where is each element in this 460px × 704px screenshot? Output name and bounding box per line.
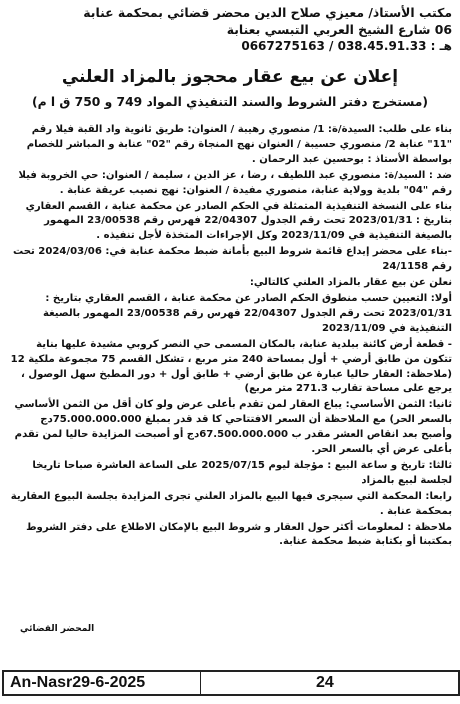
paragraph-against: ضد : السيد/ة: منصوري عبد اللطيف ، رضا ، عز الدين ، سليمة / العنوان: حي الخروبة فيلا رقم "04" بلدية وولاية عنابة، منصوري مفيدة / العنوان: نهج نصيب عريقة عنابة . [18, 169, 452, 196]
paragraph-price: ثانيا: الثمن الأساسي: يباع العقار لمن تقدم بأعلى عرض ولو كان أقل من الثمن الأساسي بالسعر الحر) مع الملاحظة أن السعر الافتتاحي كا قد قدر بمبلغ 75.000.000.000دج وأصبح بعد انقاص العشر مقدر ب 67.500.000.000دج أو أصبحت المزايدة حاليا لمن تقدم بأعلى عرض أي بالسعر الحر. [14, 399, 452, 456]
paragraph-property: - قطعة أرض كائنة ببلدية عنابة، بالمكان المسمى حي النصر كروبي مشيدة عليها بناية تتكون من طابق أرضي + أول بمساحة 240 متر مربع ، تشكل القسم 75 مجموعة ملكية 12 (ملاحظة: العقار حاليا عبارة عن طابق أرضي + طابق أول + دور المطبخ سهل الوصول ، يرجع على مساحة تقارب 271.3 متر مربع) [10, 338, 452, 395]
newspaper-source: An-Nasr29-6-2025 [10, 674, 146, 691]
paragraph-designation: أولا: التعيين حسب منطوق الحكم الصادر عن محكمة عنابة ، القسم العقاري بتاريخ : 2023/01/31 تحت رقم الجدول 22/04307 فهرس رقم 23/00538 المهمور بالصيغة التنفيذية في 2023/11/09 [42, 292, 452, 334]
notary-label: المحضر القضائي [20, 624, 95, 634]
newspaper-footer [2, 670, 460, 696]
office-header [8, 4, 452, 55]
paragraph-executive-copy: بناء على النسخة التنفيذية المتمثلة في الحكم الصادر عن محكمة عنابة ، القسم العقاري بتاريخ : 2023/01/31 تحت رقم الجدول 22/04307 فهرس رقم 23/00538 المهمور بالصيغة التنفيذية في 2023/11/09 وكل الإجراءات المتخذة لأجل تنفيذه . [25, 200, 452, 242]
announcement-page [8, 4, 452, 694]
paragraph-note: ملاحظة : لمعلومات أكثر حول العقار و شروط البيع بالإمكان الاطلاع على دفتر الشروط بمكتبنا أو بكتابة ضبط محكمة عنابة. [26, 521, 452, 548]
paragraph-announce: نعلن عن بيع عقار بالمزاد العلني كالتالي: [249, 277, 452, 289]
paragraph-sale-date: ثالثا: تاريخ و ساعة البيع : مؤجلة ليوم 2025/07/15 على الساعة العاشرة صباحا تاريخا لجلسة لبيع بالمزاد [32, 459, 452, 486]
office-name: مكتب الأستاذ/ معيزي صلاح الدين محضر قضائي بمحكمة عنابة [83, 5, 452, 20]
announcement-title: إعلان عن بيع عقار محجوز بالمزاد العلني [61, 67, 399, 87]
paragraph-requester: بناء على طلب: السيدة/ة: 1/ منصوري رهيبة / العنوان: طريق ثانوية واد القبة فيلا رقم "11" عنابة 2/ منصوري حسيبة / العنوان نهج المنجاة رقم "02" عنابة و المباشر للخصام بواسطة الأستاذ : بوحسين عبد الرحمان . [26, 124, 452, 165]
announcement-subtitle: (مستخرج دفتر الشروط والسند التنفيذي المواد 749 و 750 ق ا م) [31, 95, 429, 109]
notary-signature [8, 624, 452, 634]
announcement-body [8, 123, 452, 550]
footer-divider [200, 672, 201, 694]
office-address: 06 شارع الشيخ العربي التبسي بعنابة [226, 22, 452, 37]
paragraph-court: رابعا: المحكمة التي سيجرى فيها البيع بالمزاد العلني تجرى المزايدة بجلسة البيوع العقارية بمحكمة عنابة . [10, 490, 452, 517]
paragraph-deposit: -بناء على محضر إيداع قائمة شروط البيع بأمانة ضبط محكمة عنابة في: 2024/03/06 تحت رقم 24/1158 [13, 246, 452, 273]
office-phones: هـ : 038.45.91.33 / 0667275163 [241, 39, 452, 53]
page-number: 24 [316, 674, 334, 691]
